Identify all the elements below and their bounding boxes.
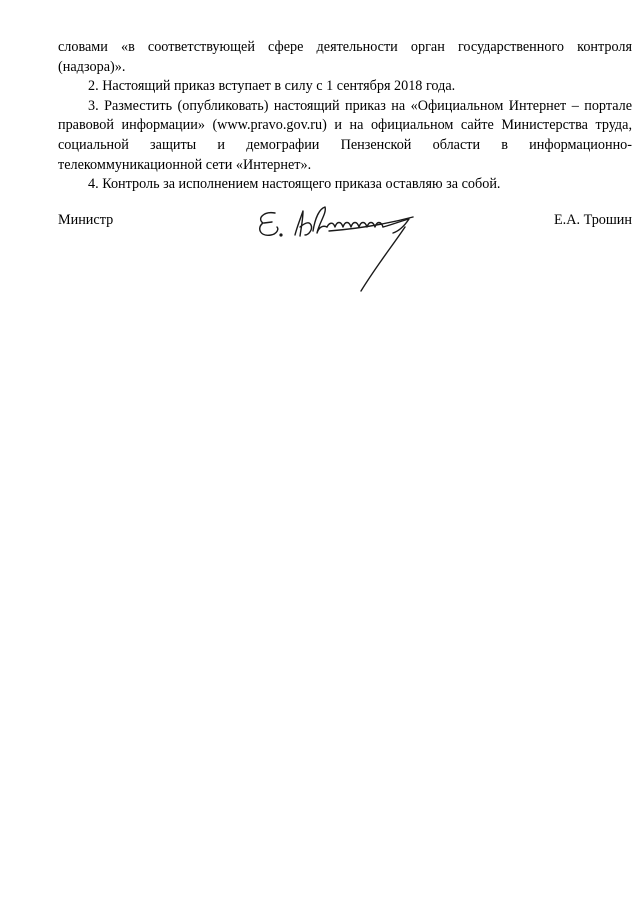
paragraph-item-3: 3. Разместить (опубликовать) настоящий приказ на «Официальном Интернет – портале правовой информации» (www.pravo.gov.ru) и на официальном сайте Министерства труда, социальной защиты и демографии Пензенской области в информационно-телекоммуникационной сети «Интернет». xyxy=(58,97,632,173)
handwritten-signature-icon xyxy=(253,205,423,297)
signatory-name: Е.А. Трошин xyxy=(554,212,632,228)
paragraph-item-2: 2. Настоящий приказ вступает в силу с 1 сентября 2018 года. xyxy=(88,78,456,95)
document-body xyxy=(58,38,632,195)
paragraph-item-4: 4. Контроль за исполнением настоящего приказа оставляю за собой. xyxy=(88,176,501,193)
signatory-title: Министр xyxy=(58,212,114,228)
signature-block xyxy=(58,211,632,311)
paragraph-continuation: словами «в соответствующей сфере деятельности орган государственного контроля (надзора)». xyxy=(58,39,632,75)
